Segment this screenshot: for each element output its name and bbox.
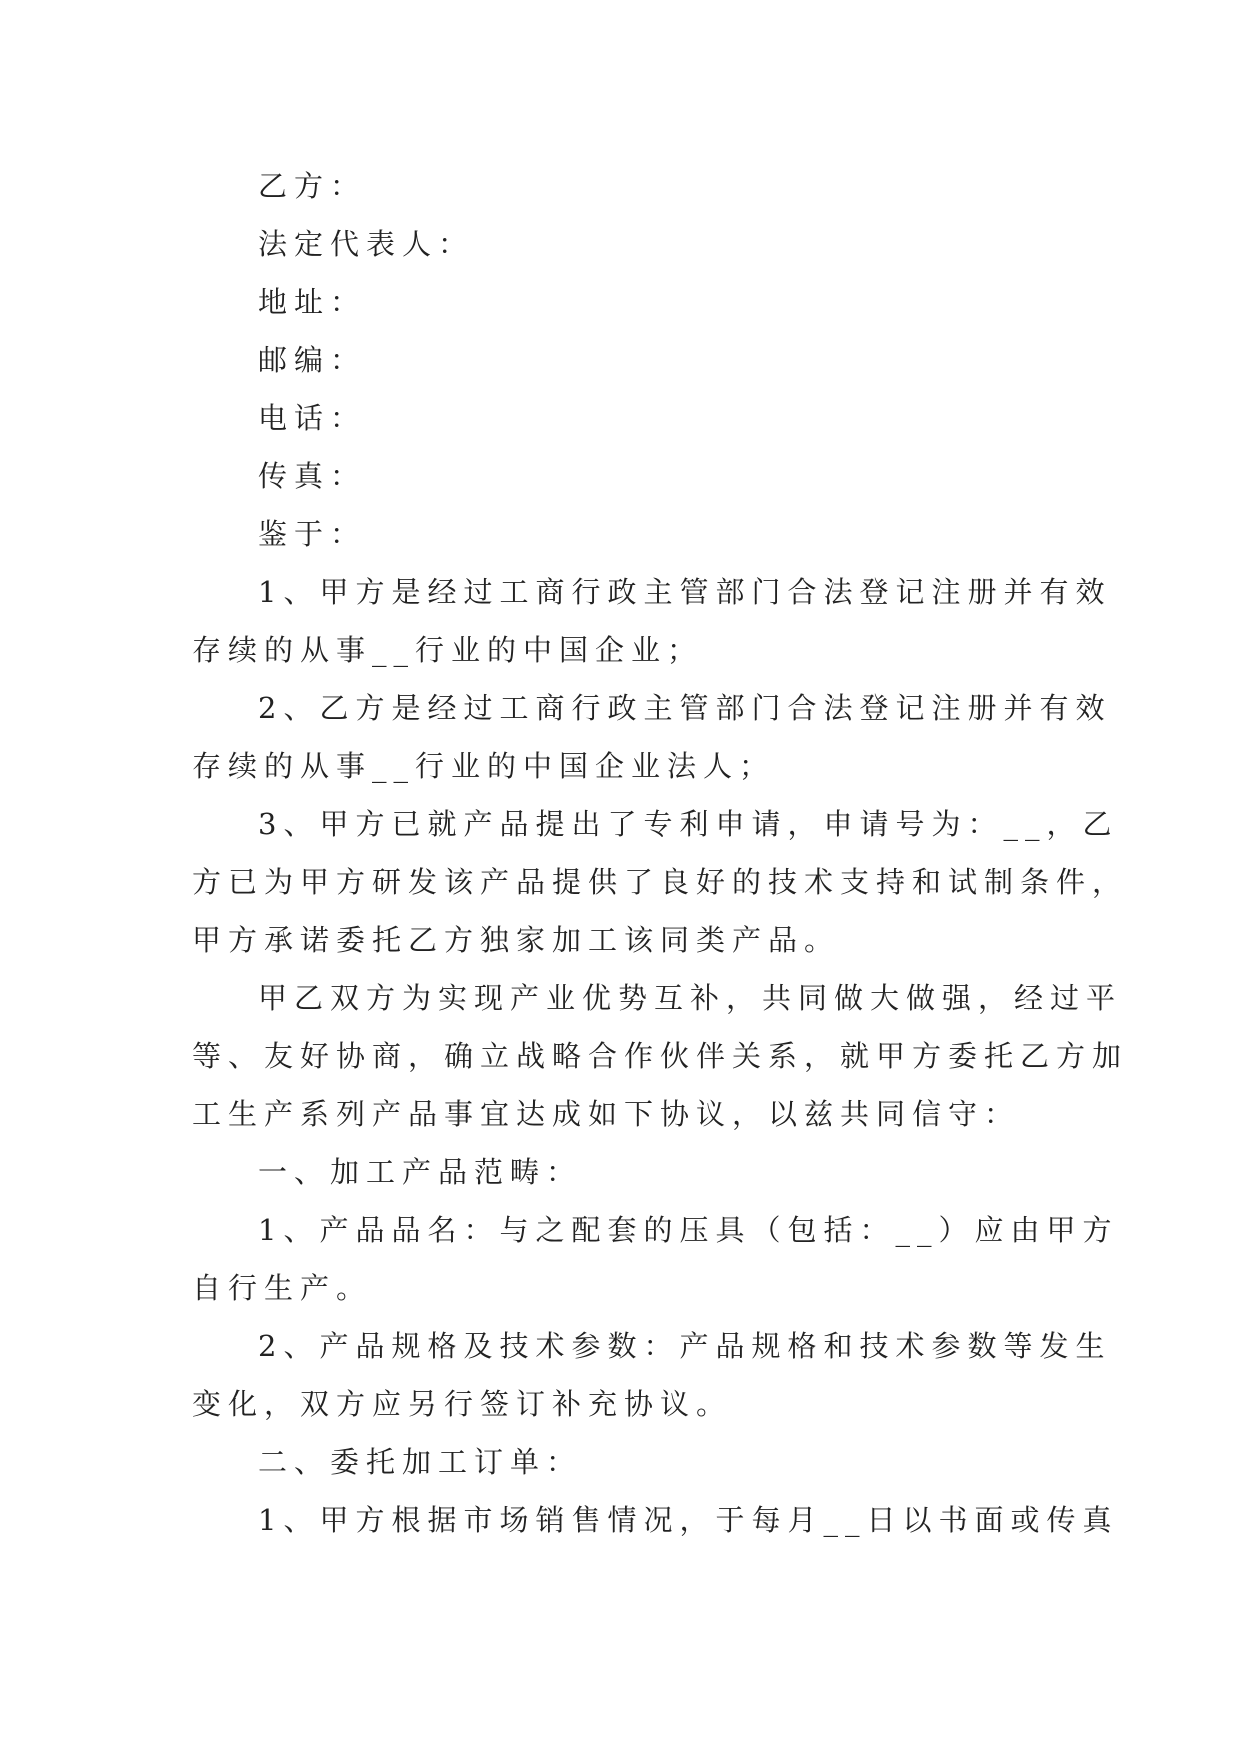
text-line: 等、友好协商，确立战略合作伙伴关系，就甲方委托乙方加 <box>192 1039 1129 1073</box>
text-line: 一、加工产品范畴： <box>258 1155 583 1189</box>
text-line: 甲方承诺委托乙方独家加工该同类产品。 <box>192 923 841 957</box>
text-line: 2、产品规格及技术参数：产品规格和技术参数等发生 <box>258 1329 1112 1363</box>
document-body <box>192 157 1129 1549</box>
text-line: 二、委托加工订单： <box>258 1445 583 1479</box>
text-line: 鉴于： <box>258 517 367 551</box>
text-line: 甲乙双方为实现产业优势互补，共同做大做强，经过平 <box>258 981 1123 1015</box>
text-line: 乙方： <box>258 169 367 203</box>
text-line: 2、乙方是经过工商行政主管部门合法登记注册并有效 <box>258 691 1112 725</box>
text-line: 3、甲方已就产品提出了专利申请，申请号为：__，乙 <box>258 807 1119 841</box>
text-line: 1、产品品名：与之配套的压具（包括：__）应由甲方 <box>258 1213 1119 1247</box>
text-line: 1、甲方是经过工商行政主管部门合法登记注册并有效 <box>258 575 1112 609</box>
text-line: 方已为甲方研发该产品提供了良好的技术支持和试制条件， <box>192 865 1129 899</box>
text-line: 存续的从事__行业的中国企业； <box>192 633 704 667</box>
text-line: 1、甲方根据市场销售情况，于每月__日以书面或传真 <box>258 1503 1119 1537</box>
text-line: 工生产系列产品事宜达成如下协议，以兹共同信守： <box>192 1097 1021 1131</box>
text-line: 法定代表人： <box>258 227 475 261</box>
text-line: 存续的从事__行业的中国企业法人； <box>192 749 776 783</box>
text-line: 传真： <box>258 459 367 493</box>
text-line: 电话： <box>258 401 367 435</box>
text-line: 邮编： <box>258 343 367 377</box>
text-line: 变化，双方应另行签订补充协议。 <box>192 1387 733 1421</box>
text-line: 地址： <box>258 285 367 319</box>
text-line: 自行生产。 <box>192 1271 373 1305</box>
